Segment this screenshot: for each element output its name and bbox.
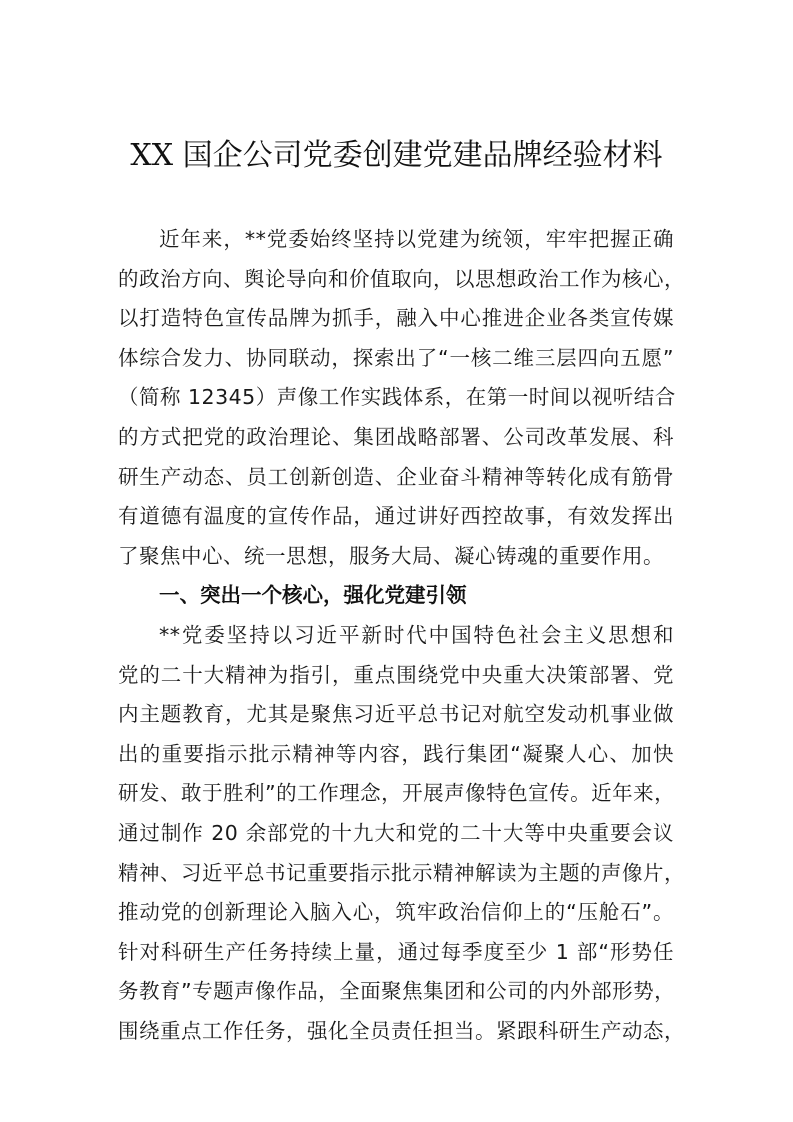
text-line: 近年来，**党委始终坚持以党建为统领，牢牢把握正确 <box>159 227 674 251</box>
text-line: 精神、习近平总书记重要指示批示精神解读为主题的声像片， <box>118 860 685 885</box>
text-line: 党的二十大精神为指引，重点围绕党中央重大决策部署、党 <box>118 662 674 687</box>
section-heading: 一、突出一个核心，强化党建引领 <box>159 583 467 608</box>
text-line: **党委坚持以习近平新时代中国特色社会主义思想和 <box>159 622 674 647</box>
text-line: 的政治方向、舆论导向和价值取向，以思想政治工作为核心， <box>118 266 685 291</box>
text-line: 出的重要指示批示精神等内容，践行集团“凝聚人心、加快 <box>118 741 674 766</box>
text-line: 内主题教育，尤其是聚焦习近平总书记对航空发动机事业做 <box>118 702 674 727</box>
text-line: 体综合发力、协同联动，探索出了“一核二维三层四向五愿” <box>118 345 674 370</box>
document-body <box>118 220 685 1051</box>
paragraph-intro <box>118 220 685 576</box>
text-line: 围绕重点工作任务，强化全员责任担当。紧跟科研生产动态， <box>118 1018 685 1043</box>
text-line: 研发、敢于胜利”的工作理念，开展声像特色宣传。近年来， <box>118 781 676 806</box>
document-title: XX 国企公司党委创建党建品牌经验材料 <box>130 138 663 173</box>
text-line: 研生产动态、员工创新创造、企业奋斗精神等转化成有筋骨 <box>118 464 674 489</box>
text-line: （简称 12345）声像工作实践体系，在第一时间以视听结合 <box>118 385 676 410</box>
text-line: 通过制作 20 余部党的十九大和党的二十大等中央重要会议 <box>118 820 674 845</box>
text-line: 针对科研生产任务持续上量，通过每季度至少 1 部“形势任 <box>118 939 674 964</box>
text-line: 的方式把党的政治理论、集团战略部署、公司改革发展、科 <box>118 424 674 449</box>
paragraph-section1 <box>118 616 685 1052</box>
text-line: 有道德有温度的宣传作品，通过讲好西控故事，有效发挥出 <box>118 504 674 529</box>
text-line: 以打造特色宣传品牌为抓手，融入中心推进企业各类宣传媒 <box>118 306 674 331</box>
text-line: 推动党的创新理论入脑入心，筑牢政治信仰上的“压舱石”。 <box>118 900 674 925</box>
text-line: 务教育”专题声像作品，全面聚焦集团和公司的内外部形势， <box>118 979 676 1004</box>
text-line: 了聚焦中心、统一思想，服务大局、凝心铸魂的重要作用。 <box>118 543 664 568</box>
